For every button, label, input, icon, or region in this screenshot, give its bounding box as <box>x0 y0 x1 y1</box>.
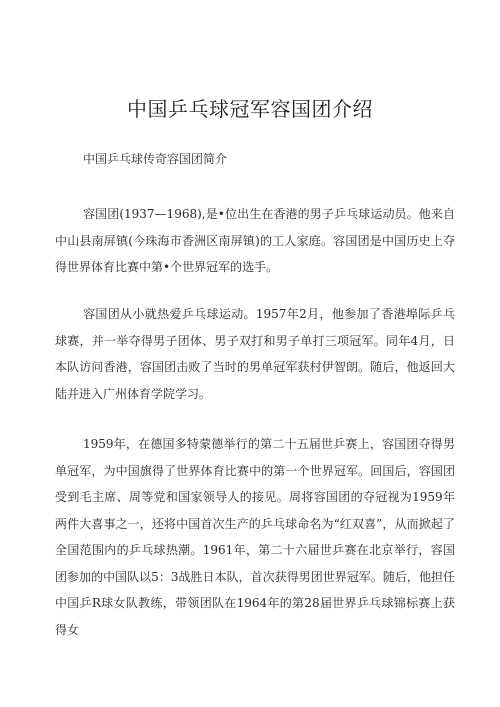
document-subtitle: 中国乒乓球传奇容国团简介 <box>83 152 228 166</box>
document-title: 中国乒乓球冠军容国团介绍 <box>127 97 373 121</box>
paragraph-early-career: 容国团从小就热爱乒乓球运动。1957年2月，他参加了香港埠际乒乓球赛，并一举夺得男子团体、男子双打和男子单打三项冠军。同年4月，日本队访问香港，容国团击败了当时的男单冠军获村伊智朗。随后，他返回大陆并进入广州体育学院学习。 <box>55 307 455 401</box>
paragraph-intro: 容国团(1937—1968),是•位出生在香港的男子乒乓球运动员。他来自中山县南屏镇(今珠海市香洲区南屏镇)的工人家庭。容国团是中国历史上夺得世界体育比赛中第•个世界冠军的选手。 <box>55 207 455 274</box>
paragraph-world-championship: 1959年，在德国多特蒙德举行的第二十五届世乒赛上，容国团夺得男单冠军，为中国旗得了世界体育比赛中的第一个世界冠军。回国后，容国团受到毛主席、周等党和国家领导人的接见。周将容国团的夺冠视为1959年两件大喜事之一，还将中国首次生产的乒乓球命名为“红双喜”，从而掀起了全国范围内的乒乓球热潮。1961年，第二十六届世乒赛在北京举行，容国团参加的中国队以5：3战胜日本队，首次获得男团世界冠军。随后，他担任中国乒R球女队教练，带领团队在1964年的第28届世界乒乓球锦标赛上获得女 <box>55 437 455 637</box>
